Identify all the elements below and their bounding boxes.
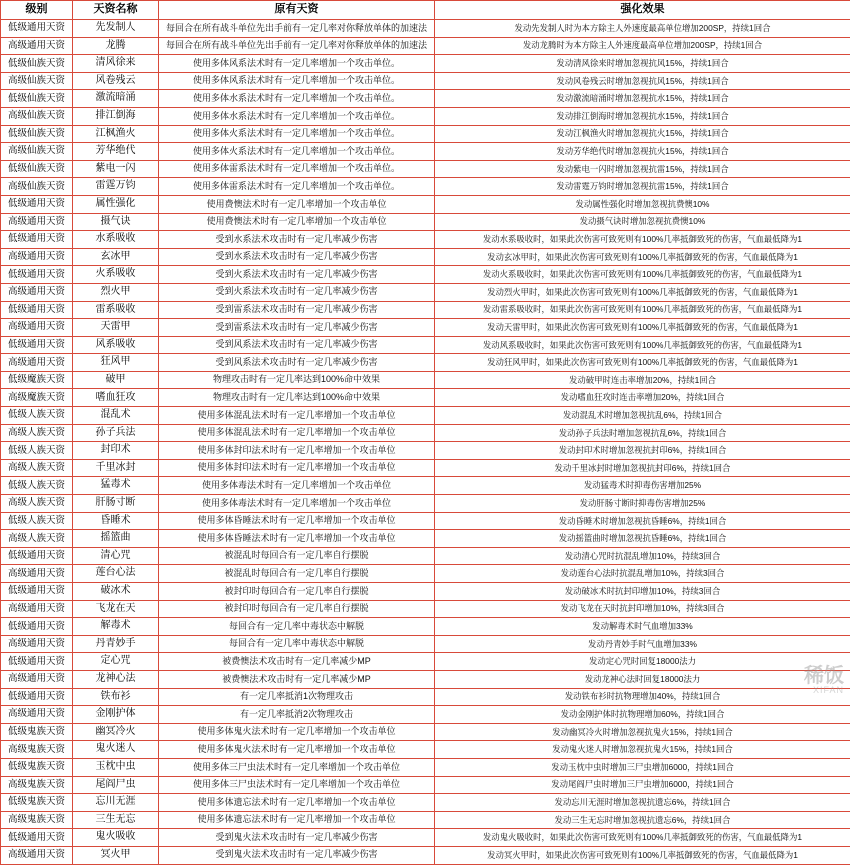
cell-level: 低级仙族天资 xyxy=(1,55,73,73)
cell-enhanced-effect: 发动玄冰甲时，如果此次伤害可致死则有100%几率抵御致死的伤害，气血最低降为1 xyxy=(435,248,850,266)
cell-talent-name: 火系吸收 xyxy=(73,266,159,284)
table-row xyxy=(1,741,850,759)
cell-talent-name: 铁布衫 xyxy=(73,688,159,706)
cell-original-effect: 被费懊法术攻击时有一定几率减少MP xyxy=(159,670,435,688)
cell-talent-name: 幽冥冷火 xyxy=(73,723,159,741)
table-row xyxy=(1,37,850,55)
cell-original-effect: 被封印时每回合有一定几率自行摆脱 xyxy=(159,583,435,601)
cell-level: 低级鬼族天资 xyxy=(1,723,73,741)
table-row xyxy=(1,319,850,337)
cell-enhanced-effect: 发动三生无忘时增加忽视抗遗忘6%，持续1回合 xyxy=(435,811,850,829)
cell-talent-name: 混乱术 xyxy=(73,407,159,425)
cell-enhanced-effect: 发动激流暗涌时增加忽视抗水15%，持续1回合 xyxy=(435,90,850,108)
cell-original-effect: 使用多体水系法术时有一定几率增加一个攻击单位。 xyxy=(159,90,435,108)
table-row xyxy=(1,758,850,776)
table-row xyxy=(1,600,850,618)
table-row xyxy=(1,565,850,583)
table-row xyxy=(1,336,850,354)
cell-original-effect: 每回合有一定几率中毒状态中解脱 xyxy=(159,635,435,653)
cell-level: 低级仙族天资 xyxy=(1,160,73,178)
table-row xyxy=(1,213,850,231)
table-row xyxy=(1,530,850,548)
table-row xyxy=(1,776,850,794)
cell-level: 低级人族天资 xyxy=(1,477,73,495)
cell-level: 高级仙族天资 xyxy=(1,72,73,90)
cell-original-effect: 有一定几率抵消2次物理攻击 xyxy=(159,706,435,724)
cell-original-effect: 使用多体三尸虫法术时有一定几率增加一个攻击单位 xyxy=(159,758,435,776)
cell-enhanced-effect: 发动先发制人时为本方除主人外速度最高单位增加200SP，持续1回合 xyxy=(435,20,850,38)
cell-talent-name: 风系吸收 xyxy=(73,336,159,354)
cell-talent-name: 龙神心法 xyxy=(73,670,159,688)
cell-level: 低级通用天资 xyxy=(1,266,73,284)
cell-enhanced-effect: 发动昏睡术时增加忽视抗昏睡6%，持续1回合 xyxy=(435,512,850,530)
cell-original-effect: 受到风系法术攻击时有一定几率减少伤害 xyxy=(159,354,435,372)
cell-enhanced-effect: 发动孙子兵法时增加忽视抗乱6%，持续1回合 xyxy=(435,424,850,442)
table-row xyxy=(1,195,850,213)
cell-enhanced-effect: 发动烈火甲时，如果此次伤害可致死则有100%几率抵御致死的伤害，气血最低降为1 xyxy=(435,283,850,301)
table-row xyxy=(1,143,850,161)
cell-enhanced-effect: 发动尾阎尸虫时增加三尸虫增加6000，持续1回合 xyxy=(435,776,850,794)
cell-original-effect: 物理攻击时有一定几率达到100%命中效果 xyxy=(159,371,435,389)
cell-enhanced-effect: 发动摇篮曲时增加忽视抗昏睡6%，持续1回合 xyxy=(435,530,850,548)
cell-original-effect: 使用费懊法术时有一定几率增加一个攻击单位 xyxy=(159,195,435,213)
table-row xyxy=(1,283,850,301)
cell-enhanced-effect: 发动破甲时连击率增加20%，持续1回合 xyxy=(435,371,850,389)
cell-level: 低级通用天资 xyxy=(1,336,73,354)
table-row xyxy=(1,90,850,108)
table-row xyxy=(1,794,850,812)
cell-enhanced-effect: 发动解毒术时气血增加33% xyxy=(435,618,850,636)
cell-talent-name: 激流暗涌 xyxy=(73,90,159,108)
cell-level: 高级鬼族天资 xyxy=(1,776,73,794)
cell-level: 高级人族天资 xyxy=(1,424,73,442)
cell-enhanced-effect: 发动飞龙在天时抗封印增加10%，持续3回合 xyxy=(435,600,850,618)
cell-level: 高级通用天资 xyxy=(1,706,73,724)
cell-level: 低级仙族天资 xyxy=(1,125,73,143)
cell-level: 低级鬼族天资 xyxy=(1,758,73,776)
table-row xyxy=(1,618,850,636)
cell-level: 高级通用天资 xyxy=(1,565,73,583)
cell-enhanced-effect: 发动千里冰封时增加忽视抗封印6%，持续1回合 xyxy=(435,459,850,477)
table-row xyxy=(1,107,850,125)
cell-enhanced-effect: 发动肝肠寸断时抑毒伤害增加25% xyxy=(435,495,850,513)
cell-original-effect: 有一定几率抵消1次物理攻击 xyxy=(159,688,435,706)
cell-original-effect: 每回合在所有战斗单位先出手前有一定几率对你释放单体的加速法 xyxy=(159,20,435,38)
cell-talent-name: 玉枕中虫 xyxy=(73,758,159,776)
table-row xyxy=(1,55,850,73)
cell-original-effect: 使用多体雷系法术时有一定几率增加一个攻击单位。 xyxy=(159,160,435,178)
cell-original-effect: 使用多体风系法术时有一定几率增加一个攻击单位。 xyxy=(159,72,435,90)
cell-original-effect: 使用多体火系法术时有一定几率增加一个攻击单位。 xyxy=(159,143,435,161)
cell-level: 低级通用天资 xyxy=(1,231,73,249)
table-row xyxy=(1,231,850,249)
cell-enhanced-effect: 发动莲台心法时抗混乱增加10%，持续3回合 xyxy=(435,565,850,583)
cell-original-effect: 受到水系法术攻击时有一定几率减少伤害 xyxy=(159,231,435,249)
table-row xyxy=(1,442,850,460)
header-row xyxy=(1,1,850,20)
table-row xyxy=(1,495,850,513)
table-row xyxy=(1,829,850,847)
table-row xyxy=(1,811,850,829)
cell-enhanced-effect: 发动龙神心法时回复18000法力 xyxy=(435,670,850,688)
cell-original-effect: 使用多体毒法术时有一定几率增加一个攻击单位 xyxy=(159,495,435,513)
cell-original-effect: 使用多体风系法术时有一定几率增加一个攻击单位。 xyxy=(159,55,435,73)
cell-enhanced-effect: 发动排江倒海时增加忽视抗水15%，持续1回合 xyxy=(435,107,850,125)
cell-enhanced-effect: 发动破冰术时抗封印增加10%，持续3回合 xyxy=(435,583,850,601)
cell-original-effect: 使用多体封印法术时有一定几率增加一个攻击单位 xyxy=(159,442,435,460)
cell-original-effect: 物理攻击时有一定几率达到100%命中效果 xyxy=(159,389,435,407)
cell-level: 高级仙族天资 xyxy=(1,107,73,125)
cell-enhanced-effect: 发动紫电一闪时增加忽视抗雷15%，持续1回合 xyxy=(435,160,850,178)
cell-enhanced-effect: 发动铁布衫时抗物理增加40%，持续1回合 xyxy=(435,688,850,706)
cell-talent-name: 莲台心法 xyxy=(73,565,159,583)
cell-enhanced-effect: 发动混乱术时增加忽视抗乱6%，持续1回合 xyxy=(435,407,850,425)
table-row xyxy=(1,670,850,688)
cell-talent-name: 破甲 xyxy=(73,371,159,389)
cell-enhanced-effect: 发动定心咒时回复18000法力 xyxy=(435,653,850,671)
cell-original-effect: 被混乱时每回合有一定几率自行摆脱 xyxy=(159,565,435,583)
cell-original-effect: 被封印时每回合有一定几率自行摆脱 xyxy=(159,600,435,618)
cell-enhanced-effect: 发动鬼火迷人时增加忽视抗鬼火15%，持续1回合 xyxy=(435,741,850,759)
cell-original-effect: 受到鬼火法术攻击时有一定几率减少伤害 xyxy=(159,846,435,864)
cell-original-effect: 使用多体遗忘法术时有一定几率增加一个攻击单位 xyxy=(159,794,435,812)
cell-level: 高级人族天资 xyxy=(1,459,73,477)
cell-enhanced-effect: 发动幽冥冷火时增加忽视抗鬼火15%，持续1回合 xyxy=(435,723,850,741)
cell-talent-name: 解毒术 xyxy=(73,618,159,636)
cell-original-effect: 受到风系法术攻击时有一定几率减少伤害 xyxy=(159,336,435,354)
cell-level: 低级人族天资 xyxy=(1,407,73,425)
cell-talent-name: 破冰术 xyxy=(73,583,159,601)
cell-talent-name: 紫电一闪 xyxy=(73,160,159,178)
cell-level: 高级通用天资 xyxy=(1,319,73,337)
cell-level: 低级仙族天资 xyxy=(1,90,73,108)
cell-level: 高级通用天资 xyxy=(1,635,73,653)
table-row xyxy=(1,688,850,706)
cell-original-effect: 被混乱时每回合有一定几率自行摆脱 xyxy=(159,547,435,565)
cell-level: 低级通用天资 xyxy=(1,195,73,213)
table-row xyxy=(1,424,850,442)
column-header-name: 天资名称 xyxy=(73,1,159,20)
cell-level: 高级魔族天资 xyxy=(1,389,73,407)
cell-talent-name: 忘川无涯 xyxy=(73,794,159,812)
cell-level: 高级仙族天资 xyxy=(1,143,73,161)
cell-enhanced-effect: 发动狂风甲时，如果此次伤害可致死则有100%几率抵御致死的伤害，气血最低降为1 xyxy=(435,354,850,372)
cell-original-effect: 使用多体火系法术时有一定几率增加一个攻击单位。 xyxy=(159,125,435,143)
cell-level: 低级通用天资 xyxy=(1,547,73,565)
cell-enhanced-effect: 发动嗜血狂攻时连击率增加20%，持续1回合 xyxy=(435,389,850,407)
cell-original-effect: 每回合有一定几率中毒状态中解脱 xyxy=(159,618,435,636)
cell-talent-name: 三生无忘 xyxy=(73,811,159,829)
cell-enhanced-effect: 发动龙腾时为本方除主人外速度最高单位增加200SP，持续1回合 xyxy=(435,37,850,55)
cell-enhanced-effect: 发动芳华绝代时增加忽视抗火15%，持续1回合 xyxy=(435,143,850,161)
table-row xyxy=(1,723,850,741)
cell-original-effect: 受到水系法术攻击时有一定几率减少伤害 xyxy=(159,248,435,266)
cell-talent-name: 鬼火吸收 xyxy=(73,829,159,847)
cell-original-effect: 使用多体雷系法术时有一定几率增加一个攻击单位。 xyxy=(159,178,435,196)
table-row xyxy=(1,653,850,671)
cell-talent-name: 鬼火迷人 xyxy=(73,741,159,759)
table-row xyxy=(1,459,850,477)
cell-original-effect: 受到火系法术攻击时有一定几率减少伤害 xyxy=(159,266,435,284)
cell-level: 低级人族天资 xyxy=(1,442,73,460)
cell-talent-name: 尾阎尸虫 xyxy=(73,776,159,794)
cell-enhanced-effect: 发动江枫渔火时增加忽视抗火15%，持续1回合 xyxy=(435,125,850,143)
cell-talent-name: 昏睡术 xyxy=(73,512,159,530)
cell-level: 高级通用天资 xyxy=(1,600,73,618)
table-row xyxy=(1,72,850,90)
cell-enhanced-effect: 发动金刚护体时抗物理增加60%，持续1回合 xyxy=(435,706,850,724)
cell-original-effect: 使用多体毒法术时有一定几率增加一个攻击单位 xyxy=(159,477,435,495)
cell-talent-name: 飞龙在天 xyxy=(73,600,159,618)
table-row xyxy=(1,301,850,319)
cell-enhanced-effect: 发动雷霆万钧时增加忽视抗雷15%，持续1回合 xyxy=(435,178,850,196)
cell-enhanced-effect: 发动清心咒时抗混乱增加10%，持续3回合 xyxy=(435,547,850,565)
table-row xyxy=(1,846,850,864)
cell-enhanced-effect: 发动风卷残云时增加忽视抗风15%，持续1回合 xyxy=(435,72,850,90)
table-row xyxy=(1,547,850,565)
cell-original-effect: 受到火系法术攻击时有一定几率减少伤害 xyxy=(159,283,435,301)
cell-talent-name: 金刚护体 xyxy=(73,706,159,724)
table-row xyxy=(1,354,850,372)
cell-talent-name: 烈火甲 xyxy=(73,283,159,301)
cell-original-effect: 使用多体鬼火法术时有一定几率增加一个攻击单位 xyxy=(159,723,435,741)
cell-enhanced-effect: 发动水系吸收时，如果此次伤害可致死则有100%几率抵御致死的伤害，气血最低降为1 xyxy=(435,231,850,249)
cell-talent-name: 千里冰封 xyxy=(73,459,159,477)
cell-talent-name: 清心咒 xyxy=(73,547,159,565)
cell-original-effect: 使用多体鬼火法术时有一定几率增加一个攻击单位 xyxy=(159,741,435,759)
cell-level: 高级人族天资 xyxy=(1,495,73,513)
cell-talent-name: 嗜血狂攻 xyxy=(73,389,159,407)
cell-level: 低级通用天资 xyxy=(1,583,73,601)
table-row xyxy=(1,512,850,530)
cell-enhanced-effect: 发动封印术时增加忽视抗封印6%，持续1回合 xyxy=(435,442,850,460)
table-row xyxy=(1,635,850,653)
watermark-text: 稀饭 xyxy=(752,665,844,685)
cell-enhanced-effect: 发动属性强化时增加忽视抗费懊10% xyxy=(435,195,850,213)
cell-talent-name: 雷系吸收 xyxy=(73,301,159,319)
cell-level: 高级人族天资 xyxy=(1,530,73,548)
table-row xyxy=(1,407,850,425)
cell-talent-name: 封印术 xyxy=(73,442,159,460)
cell-original-effect: 每回合在所有战斗单位先出手前有一定几率对你释放单体的加速法 xyxy=(159,37,435,55)
cell-level: 高级通用天资 xyxy=(1,37,73,55)
cell-level: 高级鬼族天资 xyxy=(1,811,73,829)
cell-enhanced-effect: 发动鬼火吸收时，如果此次伤害可致死则有100%几率抵御致死的伤害，气血最低降为1 xyxy=(435,829,850,847)
cell-level: 低级通用天资 xyxy=(1,653,73,671)
table-row xyxy=(1,371,850,389)
cell-level: 高级通用天资 xyxy=(1,354,73,372)
cell-level: 低级通用天资 xyxy=(1,301,73,319)
table-row xyxy=(1,583,850,601)
cell-enhanced-effect: 发动火系吸收时，如果此次伤害可致死则有100%几率抵御致死的伤害，气血最低降为1 xyxy=(435,266,850,284)
table-body xyxy=(1,20,850,865)
column-header-enhanced: 强化效果 xyxy=(435,1,850,20)
table-row xyxy=(1,160,850,178)
cell-original-effect: 使用多体昏睡法术时有一定几率增加一个攻击单位 xyxy=(159,530,435,548)
column-header-original: 原有天资 xyxy=(159,1,435,20)
cell-original-effect: 使用多体封印法术时有一定几率增加一个攻击单位 xyxy=(159,459,435,477)
cell-enhanced-effect: 发动冥火甲时，如果此次伤害可致死则有100%几率抵御致死的伤害，气血最低降为1 xyxy=(435,846,850,864)
table-row xyxy=(1,178,850,196)
cell-original-effect: 使用多体遗忘法术时有一定几率增加一个攻击单位 xyxy=(159,811,435,829)
table-row xyxy=(1,20,850,38)
cell-talent-name: 雷霆万钧 xyxy=(73,178,159,196)
cell-level: 低级鬼族天资 xyxy=(1,794,73,812)
cell-talent-name: 先发制人 xyxy=(73,20,159,38)
cell-talent-name: 猛毒术 xyxy=(73,477,159,495)
cell-level: 高级通用天资 xyxy=(1,283,73,301)
cell-talent-name: 属性强化 xyxy=(73,195,159,213)
cell-talent-name: 摇篮曲 xyxy=(73,530,159,548)
cell-level: 低级通用天资 xyxy=(1,618,73,636)
cell-original-effect: 使用多体三尸虫法术时有一定几率增加一个攻击单位 xyxy=(159,776,435,794)
cell-talent-name: 肝肠寸断 xyxy=(73,495,159,513)
cell-enhanced-effect: 发动猛毒术时抑毒伤害增加25% xyxy=(435,477,850,495)
table-row xyxy=(1,706,850,724)
cell-talent-name: 排江倒海 xyxy=(73,107,159,125)
cell-talent-name: 风卷残云 xyxy=(73,72,159,90)
cell-level: 高级通用天资 xyxy=(1,213,73,231)
cell-talent-name: 芳华绝代 xyxy=(73,143,159,161)
cell-talent-name: 丹青妙手 xyxy=(73,635,159,653)
cell-original-effect: 使用费懊法术时有一定几率增加一个攻击单位 xyxy=(159,213,435,231)
cell-talent-name: 水系吸收 xyxy=(73,231,159,249)
cell-talent-name: 玄冰甲 xyxy=(73,248,159,266)
cell-level: 低级人族天资 xyxy=(1,512,73,530)
table-row xyxy=(1,125,850,143)
cell-enhanced-effect: 发动风系吸收时，如果此次伤害可致死则有100%几率抵御致死的伤害，气血最低降为1 xyxy=(435,336,850,354)
cell-level: 高级通用天资 xyxy=(1,846,73,864)
cell-original-effect: 使用多体昏睡法术时有一定几率增加一个攻击单位 xyxy=(159,512,435,530)
table-header xyxy=(1,1,850,20)
cell-enhanced-effect: 发动摄气诀时增加忽视抗费懊10% xyxy=(435,213,850,231)
cell-level: 低级通用天资 xyxy=(1,20,73,38)
cell-enhanced-effect: 发动丹青妙手时气血增加33% xyxy=(435,635,850,653)
table-row xyxy=(1,477,850,495)
cell-talent-name: 冥火甲 xyxy=(73,846,159,864)
cell-talent-name: 天雷甲 xyxy=(73,319,159,337)
cell-level: 低级通用天资 xyxy=(1,829,73,847)
cell-original-effect: 使用多体混乱法术时有一定几率增加一个攻击单位 xyxy=(159,424,435,442)
cell-talent-name: 摄气诀 xyxy=(73,213,159,231)
cell-original-effect: 受到鬼火法术攻击时有一定几率减少伤害 xyxy=(159,829,435,847)
cell-original-effect: 使用多体混乱法术时有一定几率增加一个攻击单位 xyxy=(159,407,435,425)
cell-talent-name: 江枫渔火 xyxy=(73,125,159,143)
watermark-subtext: XIFAN xyxy=(752,685,844,695)
cell-level: 高级通用天资 xyxy=(1,670,73,688)
table-row xyxy=(1,266,850,284)
cell-enhanced-effect: 发动玉枕中虫时增加三尸虫增加6000，持续1回合 xyxy=(435,758,850,776)
table-row xyxy=(1,248,850,266)
cell-enhanced-effect: 发动天雷甲时，如果此次伤害可致死则有100%几率抵御致死的伤害，气血最低降为1 xyxy=(435,319,850,337)
cell-talent-name: 龙腾 xyxy=(73,37,159,55)
cell-level: 低级魔族天资 xyxy=(1,371,73,389)
cell-original-effect: 使用多体水系法术时有一定几率增加一个攻击单位。 xyxy=(159,107,435,125)
table-row xyxy=(1,389,850,407)
cell-original-effect: 受到雷系法术攻击时有一定几率减少伤害 xyxy=(159,319,435,337)
cell-enhanced-effect: 发动清风徐来时增加忽视抗风15%，持续1回合 xyxy=(435,55,850,73)
cell-level: 高级鬼族天资 xyxy=(1,741,73,759)
cell-level: 高级通用天资 xyxy=(1,248,73,266)
cell-original-effect: 被费懊法术攻击时有一定几率减少MP xyxy=(159,653,435,671)
cell-talent-name: 狂风甲 xyxy=(73,354,159,372)
cell-enhanced-effect: 发动忘川无涯时增加忽视抗遗忘6%，持续1回合 xyxy=(435,794,850,812)
cell-talent-name: 清风徐来 xyxy=(73,55,159,73)
cell-enhanced-effect: 发动雷系吸收时，如果此次伤害可致死则有100%几率抵御致死的伤害，气血最低降为1 xyxy=(435,301,850,319)
cell-talent-name: 定心咒 xyxy=(73,653,159,671)
cell-level: 高级仙族天资 xyxy=(1,178,73,196)
cell-original-effect: 受到雷系法术攻击时有一定几率减少伤害 xyxy=(159,301,435,319)
cell-talent-name: 孙子兵法 xyxy=(73,424,159,442)
cell-level: 低级通用天资 xyxy=(1,688,73,706)
column-header-level: 级别 xyxy=(1,1,73,20)
